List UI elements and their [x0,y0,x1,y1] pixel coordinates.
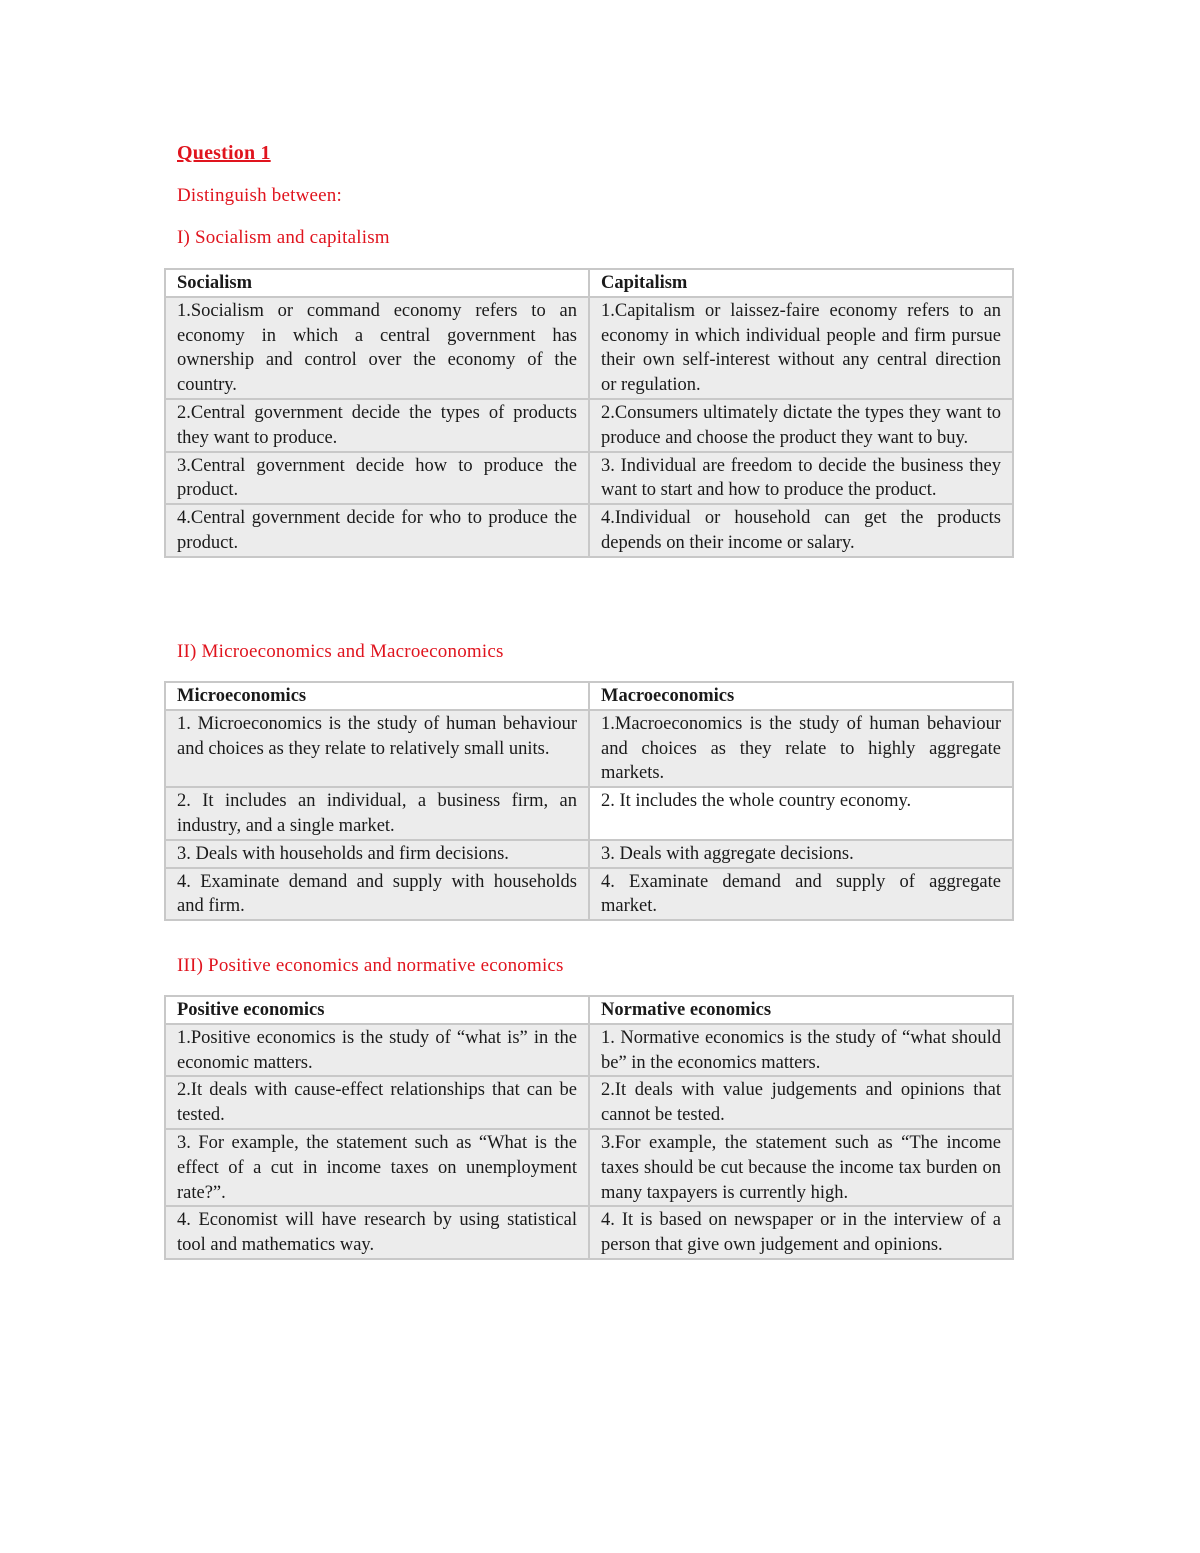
table-cell: 4. It is based on newspaper or in the interview of a person that give own judgement and opinions. [589,1206,1013,1259]
column-header: Macroeconomics [589,682,1013,710]
table-row [165,1129,1013,1206]
table-cell: 1.Capitalism or laissez-faire economy refers to an economy in which individual people and firm pursue their own self-interest without any central direction or regulation. [589,297,1013,399]
table-row [165,840,1013,868]
table-row [165,1024,1013,1077]
table-cell: 2.It deals with cause-effect relationships that can be tested. [165,1076,589,1129]
table-cell: 2.Consumers ultimately dictate the types they want to produce and choose the product they want to buy. [589,399,1013,452]
table-cell: 2.It deals with value judgements and opinions that cannot be tested. [589,1076,1013,1129]
socialism-capitalism-table [164,268,1014,558]
positive-normative-table [164,995,1014,1260]
table-row [165,452,1013,505]
table-header-row [165,996,1013,1024]
table-row [165,710,1013,787]
table-cell: 3.Central government decide how to produce the product. [165,452,589,505]
table-row [165,1076,1013,1129]
section-1-heading: I) Socialism and capitalism [177,227,390,248]
table-header-row [165,269,1013,297]
table-cell: 4.Individual or household can get the products depends on their income or salary. [589,504,1013,557]
column-header: Positive economics [165,996,589,1024]
table-cell: 4. Examinate demand and supply of aggregate market. [589,868,1013,921]
table-cell: 1. Normative economics is the study of “what should be” in the economics matters. [589,1024,1013,1077]
table-cell: 1.Macroeconomics is the study of human behaviour and choices as they relate to highly aggregate markets. [589,710,1013,787]
table-cell: 2.Central government decide the types of products they want to produce. [165,399,589,452]
table-row [165,787,1013,840]
column-header: Socialism [165,269,589,297]
table-row [165,399,1013,452]
section-3-heading: III) Positive economics and normative economics [177,955,564,976]
column-header: Normative economics [589,996,1013,1024]
table-cell: 1. Microeconomics is the study of human behaviour and choices as they relate to relatively small units. [165,710,589,787]
table-row [165,504,1013,557]
table-cell: 3. Deals with households and firm decisions. [165,840,589,868]
micro-macro-table [164,681,1014,921]
table-cell: 3. Individual are freedom to decide the business they want to start and how to produce the product. [589,452,1013,505]
table-row [165,868,1013,921]
table-cell: 2. It includes an individual, a business firm, an industry, and a single market. [165,787,589,840]
question-title: Question 1 [177,142,271,164]
table-cell: 2. It includes the whole country economy. [589,787,1013,840]
table-cell: 1.Socialism or command economy refers to an economy in which a central government has ownership and control over the economy of the country. [165,297,589,399]
table-cell: 3. For example, the statement such as “What is the effect of a cut in income taxes on unemployment rate?”. [165,1129,589,1206]
table-cell: 4. Examinate demand and supply with households and firm. [165,868,589,921]
table-cell: 4.Central government decide for who to produce the product. [165,504,589,557]
section-2-heading: II) Microeconomics and Macroeconomics [177,641,504,662]
table-row [165,297,1013,399]
table-cell: 1.Positive economics is the study of “what is” in the economic matters. [165,1024,589,1077]
column-header: Microeconomics [165,682,589,710]
table-cell: 3. Deals with aggregate decisions. [589,840,1013,868]
table-cell: 4. Economist will have research by using statistical tool and mathematics way. [165,1206,589,1259]
table-row [165,1206,1013,1259]
table-cell: 3.For example, the statement such as “The income taxes should be cut because the income tax burden on many taxpayers is currently high. [589,1129,1013,1206]
table-header-row [165,682,1013,710]
question-intro: Distinguish between: [177,185,342,206]
column-header: Capitalism [589,269,1013,297]
